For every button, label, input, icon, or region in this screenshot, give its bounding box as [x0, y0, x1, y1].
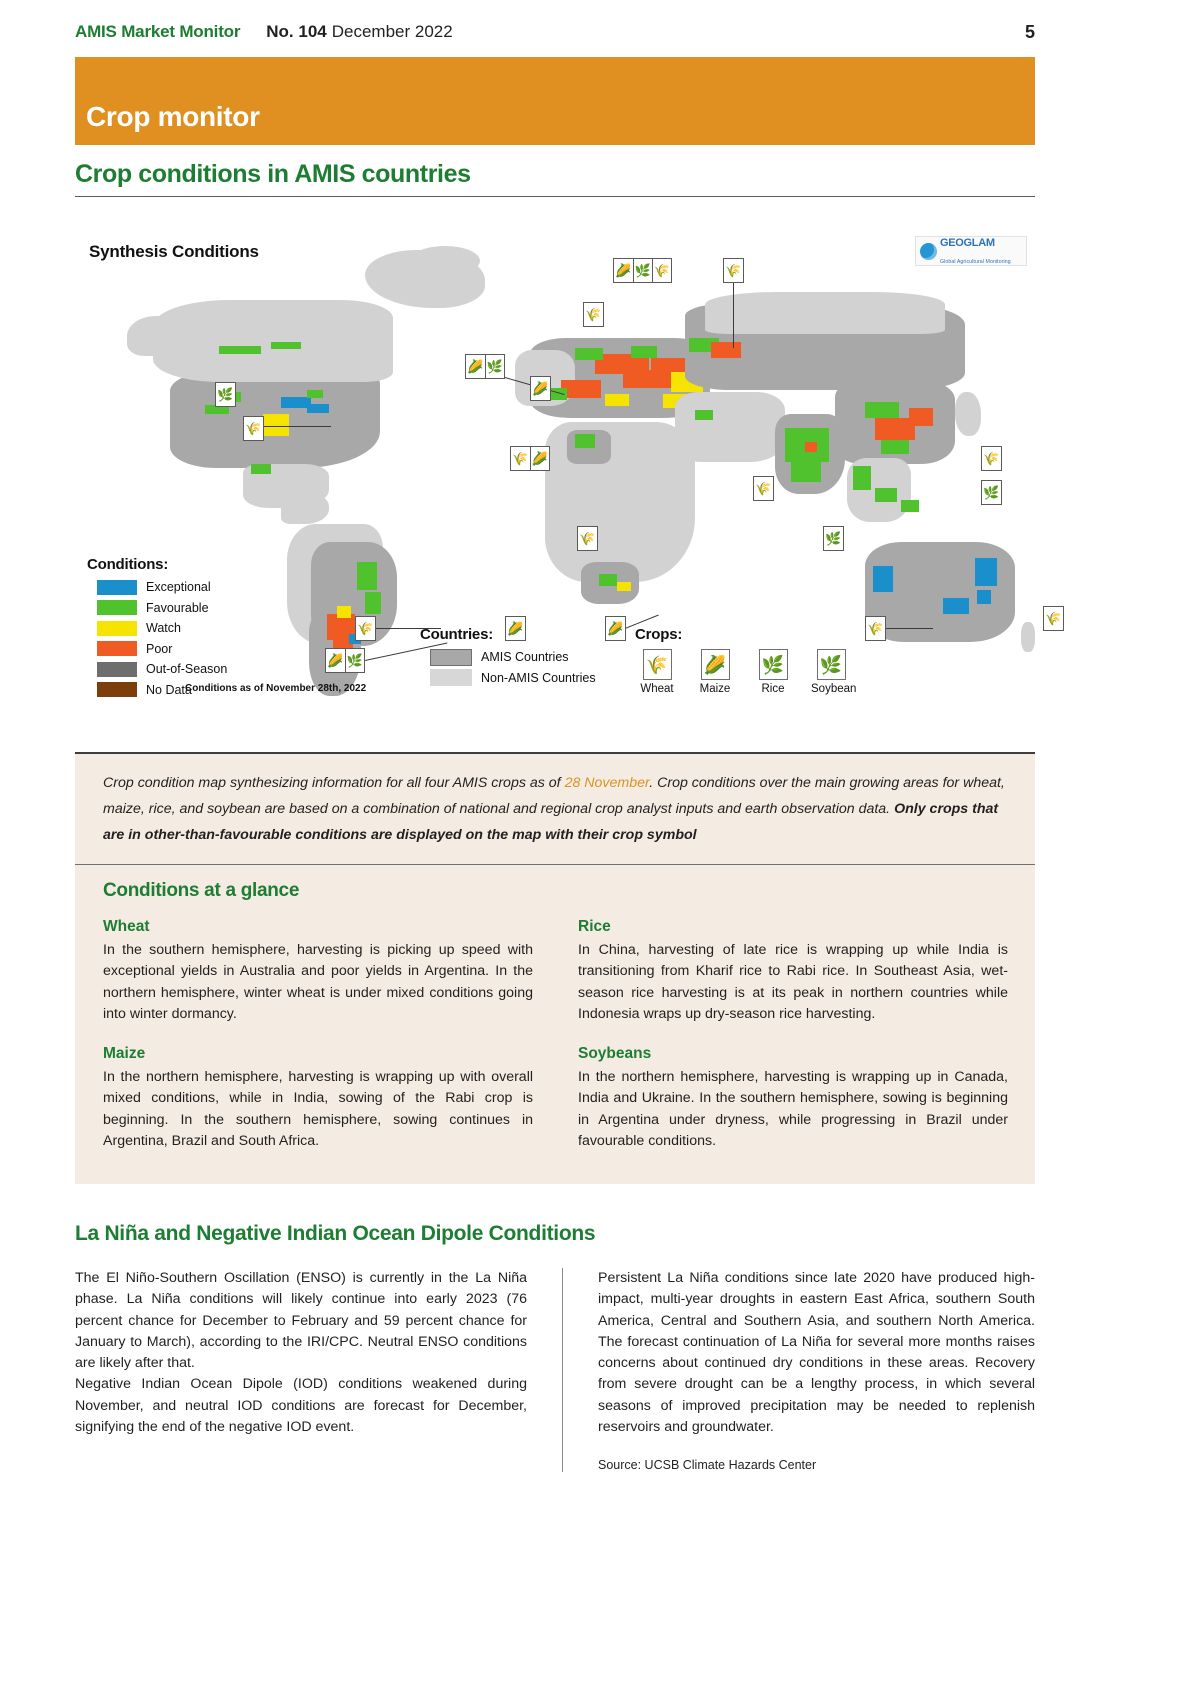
glance-heading: Wheat: [103, 918, 150, 935]
crop-legend-rice: [753, 649, 793, 695]
legend-item-watch: [87, 618, 227, 639]
countries-legend: [420, 626, 596, 688]
legend-item-out-of-season: [87, 659, 227, 680]
glance-block-rice: [578, 918, 1008, 1025]
swatch-exceptional: [97, 580, 137, 595]
swatch-non-amis-countries: [430, 669, 472, 686]
panel-divider: [75, 864, 1035, 865]
geoglam-logo-subtext: Global Agricultural Monitoring: [940, 259, 1011, 265]
wheat-icon: 🌾: [867, 621, 884, 636]
panel-top-divider: [75, 752, 1035, 754]
maize-icon: 🌽: [507, 621, 524, 636]
callout-wheat-na[interactable]: [243, 416, 264, 441]
issue-date: December 2022: [331, 22, 453, 41]
legend-label: No Data: [146, 682, 192, 697]
la-nina-right-column: [562, 1268, 1035, 1472]
legend-item-amis-countries: [420, 647, 596, 668]
leader-line: [733, 282, 734, 348]
swatch-no-data: [97, 682, 137, 697]
glance-text: In the northern hemisphere, harvesting is wrapping up with overall mixed conditions, while in India, sowing of the Rabi crop is beginning. In the southern hemisphere, sowing continues in Argentina, Brazil and South Africa.: [103, 1069, 533, 1150]
callout-nafrica[interactable]: [510, 446, 550, 471]
wheat-icon: 🌾: [357, 621, 374, 636]
callout-australia-w[interactable]: [865, 616, 886, 641]
crop-legend-label: Maize: [699, 683, 731, 695]
callout-southafrica[interactable]: [605, 616, 626, 641]
crops-legend-title: Crops:: [635, 626, 683, 643]
swatch-watch: [97, 621, 137, 636]
callout-nz[interactable]: [1043, 606, 1064, 631]
conditions-legend-title: Conditions:: [87, 556, 169, 573]
legend-item-exceptional: [87, 577, 227, 598]
title-divider: [75, 196, 1035, 197]
map-heading: Synthesis Conditions: [89, 242, 259, 261]
la-nina-paragraph: Negative Indian Ocean Dipole (IOD) conditions weakened during November, and neutral IOD conditions are forecast for December, signifying the end of the negative IOD event.: [75, 1376, 527, 1436]
glance-heading: Maize: [103, 1045, 146, 1063]
wheat-icon: 🌾: [755, 481, 772, 496]
caption-bold-note: Only crops that are in other-than-favourable conditions are displayed on the map with their crop symbol: [103, 800, 999, 843]
soybean-icon: 🌿: [817, 649, 846, 680]
maize-icon: 🌽: [701, 649, 730, 680]
page-header: [75, 22, 1035, 42]
map-caption: [103, 771, 1008, 849]
soybean-icon: 🌿: [633, 259, 652, 282]
callout-sea-rice[interactable]: [823, 526, 844, 551]
wheat-icon: 🌾: [512, 451, 529, 466]
page-number: 5: [1024, 22, 1035, 42]
crop-condition-map: [75, 228, 1062, 740]
wheat-icon: 🌾: [1045, 611, 1062, 626]
callout-canada[interactable]: [465, 354, 505, 379]
legend-item-favourable: [87, 598, 227, 619]
la-nina-paragraph: The El Niño-Southern Oscillation (ENSO) is currently in the La Niña phase. La Niña conditions will likely continue into early 2023 (76 percent chance for December to February and 59 percent chance for January to March), according to the IRI/CPC. Neutral ENSO conditions are likely after that.: [75, 1270, 527, 1372]
caption-highlight-date: 28 November: [564, 775, 650, 791]
callout-egypt[interactable]: [753, 476, 774, 501]
legend-label: Out-of-Season: [146, 662, 228, 677]
legend-label: Favourable: [146, 600, 209, 615]
maize-icon: 🌽: [530, 447, 549, 470]
legend-label: Exceptional: [146, 580, 211, 595]
legend-item-non-amis-countries: [420, 668, 596, 689]
soybean-icon: 🌿: [485, 355, 504, 378]
maize-icon: 🌽: [327, 653, 344, 668]
callout-argentina-maize-soy[interactable]: [325, 648, 365, 673]
countries-legend-title: Countries:: [420, 626, 494, 643]
legend-item-poor: [87, 639, 227, 660]
glance-heading: Rice: [578, 918, 611, 935]
callout-argentina-wheat[interactable]: [355, 616, 376, 641]
callout-china-e[interactable]: [981, 446, 1002, 471]
soybean-icon: 🌿: [217, 387, 234, 402]
crop-legend-label: Rice: [761, 683, 785, 695]
conditions-legend: [87, 556, 227, 700]
swatch-out-of-season: [97, 662, 137, 677]
caption-part-2: . Crop conditions over the main growing areas for wheat, maize, rice, and soybean are based on a combination of national and regional crop analyst inputs and earth observation data.: [103, 775, 1005, 817]
crops-legend: [635, 626, 857, 695]
rice-icon: 🌿: [759, 649, 788, 680]
glance-text: In the northern hemisphere, harvesting is wrapping up in Canada, India and Ukraine. In the southern hemisphere, sowing is beginning in Argentina under dryness, while progressing in Brazil under favourable conditions.: [578, 1069, 1008, 1150]
publication-name: AMIS Market Monitor: [75, 22, 241, 41]
crop-legend-wheat: [637, 649, 677, 695]
maize-icon: 🌽: [532, 381, 549, 396]
wheat-icon: 🌾: [245, 421, 262, 436]
crop-legend-maize: [695, 649, 735, 695]
crop-legend-label: Soybean: [811, 683, 857, 695]
glance-grid: [103, 918, 1008, 1172]
leader-line: [885, 628, 933, 629]
legend-label: Watch: [146, 621, 181, 636]
callout-europe-mid[interactable]: [530, 376, 551, 401]
maize-icon: 🌽: [607, 621, 624, 636]
banner-title: Crop monitor: [86, 101, 260, 132]
geoglam-logo-text: GEOGLAM: [940, 237, 995, 250]
glance-text: In the southern hemisphere, harvesting is picking up speed with exceptional yields in Australia and poor yields in Argentina. In the northern hemisphere, winter wheat is under mixed conditions going into winter dormancy.: [103, 942, 533, 1022]
crop-legend-soybean: [811, 649, 857, 695]
wheat-icon: 🌾: [643, 649, 672, 680]
glance-block-maize: [103, 1045, 533, 1152]
swatch-favourable: [97, 600, 137, 615]
la-nina-columns: [75, 1268, 1035, 1472]
glance-heading: Soybeans: [578, 1045, 652, 1063]
caption-part-1: Crop condition map synthesizing information for all four AMIS crops as of: [103, 775, 565, 791]
legend-label: AMIS Countries: [481, 650, 569, 665]
glance-block-soybeans: [578, 1045, 1008, 1152]
callout-russia[interactable]: [723, 258, 744, 283]
conditions-panel: [75, 752, 1035, 1184]
swatch-poor: [97, 641, 137, 656]
la-nina-paragraph: Persistent La Niña conditions since late 2020 have produced high-impact, multi-year droughts in eastern East Africa, southern South America, Central and Southern Asia, and southern North America. The forecast continuation of La Niña for several more months raises concerns about continued dry conditions in these areas. Recovery from severe drought can be a lengthy process, in which several seasons of improved precipitation may be needed to replenish reservoirs and groundwater.: [598, 1270, 1035, 1436]
soybean-icon: 🌿: [345, 649, 364, 672]
globe-icon: [920, 243, 937, 260]
callout-uk[interactable]: [583, 302, 604, 327]
la-nina-source: Source: UCSB Climate Hazards Center: [598, 1458, 817, 1473]
page-title: Crop conditions in AMIS countries: [75, 160, 471, 188]
wheat-icon: 🌾: [579, 531, 596, 546]
geoglam-logo: [915, 236, 1027, 266]
maize-icon: 🌽: [467, 359, 484, 374]
legend-label: Non-AMIS Countries: [481, 670, 596, 685]
rice-icon: 🌿: [983, 485, 1000, 500]
map-date-note: Conditions as of November 28th, 2022: [185, 683, 367, 694]
wheat-icon: 🌾: [983, 451, 1000, 466]
callout-soybean-na[interactable]: [215, 382, 236, 407]
glance-block-wheat: [103, 918, 533, 1025]
maize-icon: 🌽: [615, 263, 632, 278]
callout-eastafrica[interactable]: [577, 526, 598, 551]
swatch-amis-countries: [430, 649, 472, 666]
callout-japan[interactable]: [981, 480, 1002, 505]
legend-label: Poor: [146, 641, 173, 656]
glance-text: In China, harvesting of late rice is wrapping up while India is transitioning from Kharif rice to Rabi rice. In Southeast Asia, wet-season rice harvesting is at its peak in northern countries while Indonesia wraps up dry-season rice harvesting.: [578, 942, 1008, 1022]
issue-number: No. 104: [266, 22, 327, 41]
wheat-icon: 🌾: [585, 307, 602, 322]
la-nina-title: La Niña and Negative Indian Ocean Dipole Conditions: [75, 1222, 596, 1245]
callout-europe-top[interactable]: [613, 258, 672, 283]
glance-title: Conditions at a glance: [103, 880, 300, 901]
crop-legend-label: Wheat: [640, 683, 674, 695]
rice-icon: 🌿: [825, 531, 842, 546]
wheat-icon: 🌾: [725, 263, 742, 278]
la-nina-left-column: [75, 1268, 562, 1472]
wheat-icon: 🌾: [652, 259, 671, 282]
